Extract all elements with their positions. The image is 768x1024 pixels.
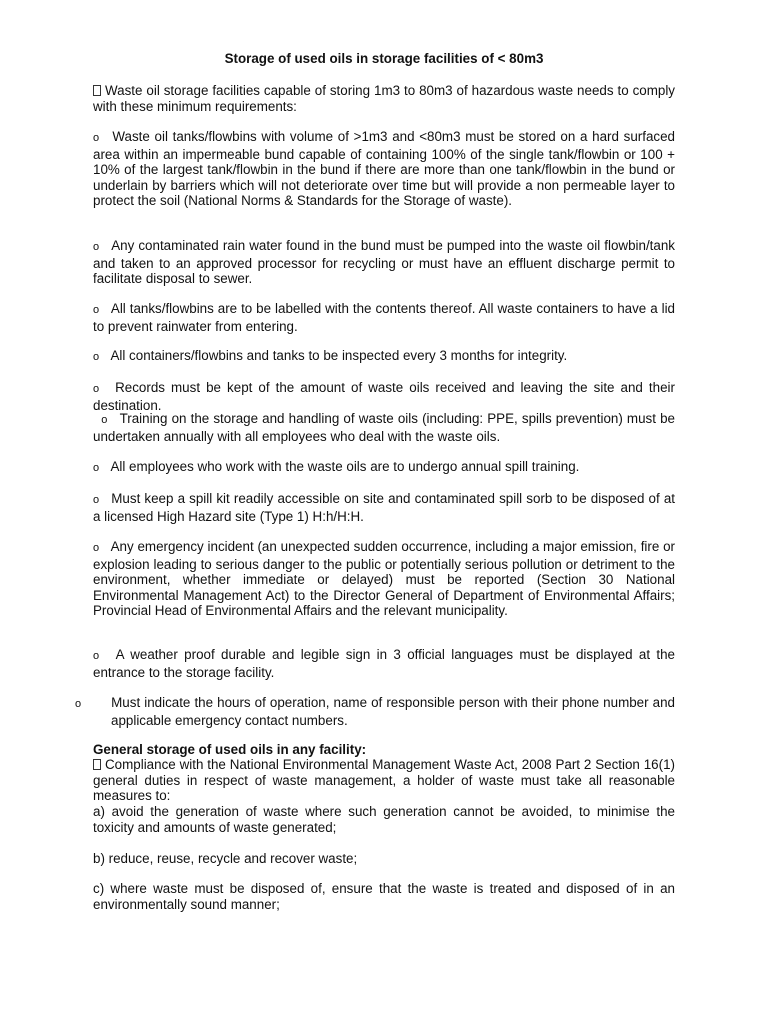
page-title: Storage of used oils in storage facilities of < 80m3 <box>224 51 544 66</box>
missing-glyph-icon <box>93 759 101 770</box>
bullet-text: Any emergency incident (an unexpected sudden occurrence, including a major emission, fire or explosion leading to serious danger to the public or potentially serious pollution or detriment to the environment, whether immediate or delayed) must be reported (Section 30 National Environmental Management Act) to the Director General of Department of Environmental Affairs; Provincial Head of Environmental Affairs and the relevant municipality. <box>93 539 675 619</box>
bullet-item <box>75 695 675 728</box>
list-item: b) reduce, reuse, recycle and recover waste; <box>93 851 358 866</box>
bullet-marker: o <box>93 494 100 506</box>
bullet-item <box>93 301 675 334</box>
bullet-text: All tanks/flowbins are to be labelled with the contents thereof. All waste containers to have a lid to prevent rainwater from entering. <box>93 301 675 334</box>
bullet-item <box>93 459 675 477</box>
bullet-marker: o <box>75 698 82 710</box>
list-item: a) avoid the generation of waste where such generation cannot be avoided, to minimise the toxicity and amounts of waste generated; <box>93 804 675 835</box>
bullet-item <box>93 539 675 619</box>
bullet-text: Any contaminated rain water found in the bund must be pumped into the waste oil flowbin/tank and taken to an approved processor for recycling or must have an effluent discharge permit to facilitate disposal to sewer. <box>93 238 675 287</box>
bullet-marker: o <box>101 414 108 426</box>
bullet-text: Must indicate the hours of operation, name of responsible person with their phone number and applicable emergency contact numbers. <box>111 695 675 728</box>
bullet-marker: o <box>93 383 100 395</box>
bullet-item <box>93 380 675 413</box>
bullet-text: All containers/flowbins and tanks to be inspected every 3 months for integrity. <box>110 348 568 363</box>
bullet-marker: o <box>93 304 100 316</box>
bullet-item <box>93 411 675 444</box>
section-heading: General storage of used oils in any facility: <box>93 742 367 757</box>
bullet-marker: o <box>93 542 100 554</box>
bullet-marker: o <box>93 132 100 144</box>
general-intro-text: Compliance with the National Environmental Management Waste Act, 2008 Part 2 Section 16(1) general duties in respect of waste management, a holder of waste must take all reasonable measures to: <box>93 757 675 804</box>
missing-glyph-icon <box>93 85 101 96</box>
bullet-text: Waste oil tanks/flowbins with volume of >1m3 and <80m3 must be stored on a hard surfaced area within an impermeable bund capable of containing 100% of the single tank/flowbin or 100 + 10% of the largest tank/flowbin in the bund if there are more than one tank/flowbin in the bund or underlain by barriers which will not deteriorate over time but will provide a non permeable layer to protect the soil (National Norms & Standards for the Storage of waste). <box>93 129 675 209</box>
bullet-marker: o <box>93 650 100 662</box>
bullet-text: Training on the storage and handling of waste oils (including: PPE, spills prevention) must be undertaken annually with all employees who deal with the waste oils. <box>93 411 675 444</box>
bullet-text: All employees who work with the waste oils are to undergo annual spill training. <box>110 459 580 474</box>
bullet-marker: o <box>93 241 100 253</box>
intro-paragraph <box>93 83 675 114</box>
intro-text: Waste oil storage facilities capable of storing 1m3 to 80m3 of hazardous waste needs to comply with these minimum requirements: <box>93 83 675 114</box>
bullet-text: Records must be kept of the amount of waste oils received and leaving the site and their destination. <box>93 380 675 413</box>
bullet-item <box>93 238 675 287</box>
bullet-item <box>93 348 675 366</box>
general-intro-paragraph <box>93 757 675 804</box>
bullet-item <box>93 129 675 209</box>
bullet-text: Must keep a spill kit readily accessible on site and contaminated spill sorb to be disposed of at a licensed High Hazard site (Type 1) H:h/H:H. <box>93 491 675 524</box>
bullet-marker: o <box>93 351 100 363</box>
bullet-marker: o <box>93 462 100 474</box>
bullet-text: A weather proof durable and legible sign in 3 official languages must be displayed at the entrance to the storage facility. <box>93 647 675 680</box>
bullet-item <box>93 491 675 524</box>
list-item: c) where waste must be disposed of, ensure that the waste is treated and disposed of in an environmentally sound manner; <box>93 881 675 912</box>
bullet-item <box>93 647 675 680</box>
